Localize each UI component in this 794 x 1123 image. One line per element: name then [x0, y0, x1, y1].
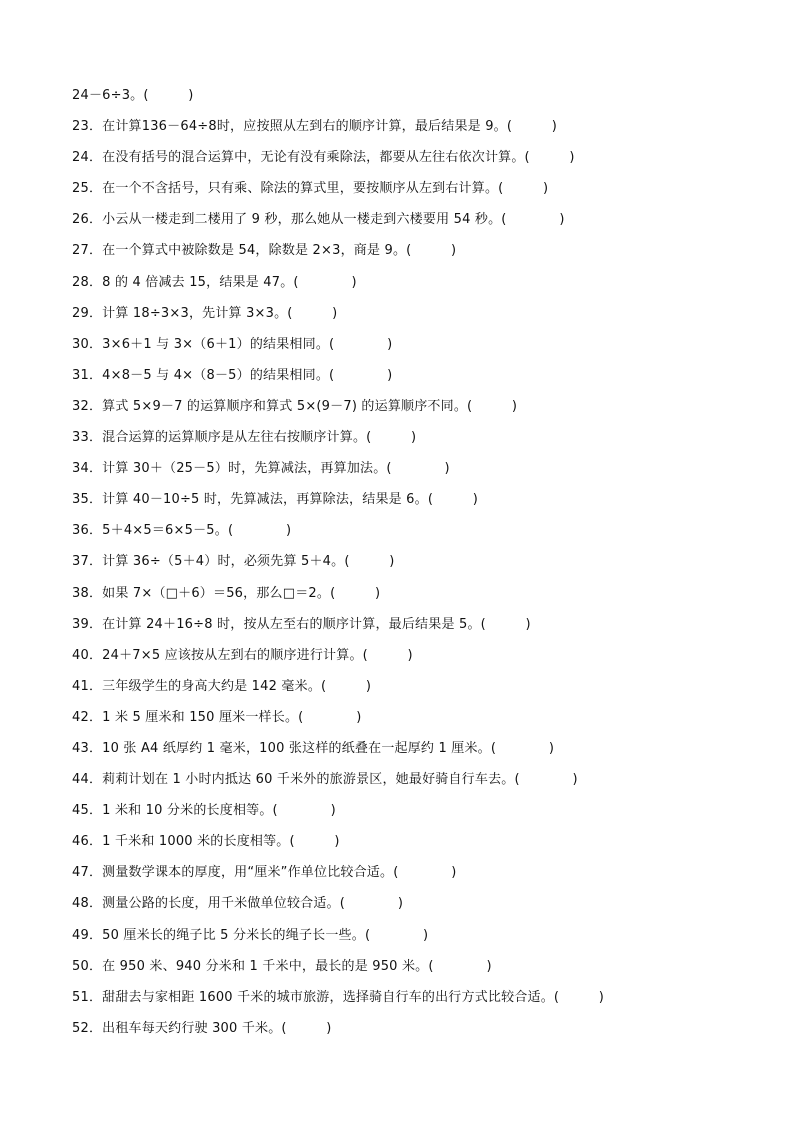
- list-item: 39．在计算 24＋16÷8 时，按从左至右的顺序计算，最后结果是 5。( ): [72, 616, 531, 632]
- list-item: 31．4×8－5 与 4×（8－5）的结果相同。( ): [72, 367, 393, 383]
- list-item: 36．5＋4×5＝6×5－5。( ): [72, 523, 292, 539]
- list-item: 35．计算 40－10÷5 时，先算减法，再算除法，结果是 6。( ): [72, 492, 479, 508]
- list-item: 45．1 米和 10 分米的长度相等。( ): [72, 803, 336, 819]
- list-item: 47．测量数学课本的厚度，用“厘米”作单位比较合适。( ): [72, 865, 457, 881]
- list-item: 41．三年级学生的身高大约是 142 毫米。( ): [72, 678, 372, 694]
- question-list: [72, 83, 752, 1047]
- list-item: 40．24＋7×5 应该按从左到右的顺序进行计算。( ): [72, 647, 413, 663]
- list-item: 23．在计算136－64÷8时，应按照从左到右的顺序计算，最后结果是 9。( ): [72, 119, 558, 135]
- list-item: 25．在一个不含括号，只有乘、除法的算式里，要按顺序从左到右计算。( ): [72, 181, 549, 197]
- list-item: 33．混合运算的运算顺序是从左往右按顺序计算。( ): [72, 430, 417, 446]
- list-item: 28．8 的 4 倍减去 15，结果是 47。( ): [72, 274, 357, 290]
- list-item: 42．1 米 5 厘米和 150 厘米一样长。( ): [72, 709, 362, 725]
- list-item: 24－6÷3。( ): [72, 88, 194, 103]
- list-item: 32．算式 5×9－7 的运算顺序和算式 5×(9－7) 的运算顺序不同。( ): [72, 398, 518, 414]
- list-item: 44．莉莉计划在 1 小时内抵达 60 千米外的旅游景区，她最好骑自行车去。( ): [72, 772, 578, 788]
- list-item: 38．如果 7×（□＋6）＝56，那么□＝2。( ): [72, 585, 381, 601]
- list-item: 30．3×6＋1 与 3×（6＋1）的结果相同。( ): [72, 336, 393, 352]
- list-item: 26．小云从一楼走到二楼用了 9 秒，那么她从一楼走到六楼要用 54 秒。( ): [72, 212, 565, 228]
- list-item: 48．测量公路的长度，用千米做单位较合适。( ): [72, 896, 404, 912]
- list-item: 29．计算 18÷3×3，先计算 3×3。( ): [72, 305, 338, 321]
- list-item: 52．出租车每天约行驶 300 千米。( ): [72, 1020, 332, 1036]
- list-item: 24．在没有括号的混合运算中，无论有没有乘除法，都要从左往右依次计算。( ): [72, 150, 575, 166]
- list-item: 49．50 厘米长的绳子比 5 分米长的绳子长一些。( ): [72, 927, 429, 943]
- list-item: 51．甜甜去与家相距 1600 千米的城市旅游，选择骑自行车的出行方式比较合适。( ): [72, 989, 605, 1005]
- list-item: 43．10 张 A4 纸厚约 1 毫米，100 张这样的纸叠在一起厚约 1 厘米。( ): [72, 740, 555, 756]
- list-item: 37．计算 36÷（5＋4）时，必须先算 5＋4。( ): [72, 554, 395, 570]
- list-item: 27．在一个算式中被除数是 54，除数是 2×3，商是 9。( ): [72, 243, 457, 259]
- list-item: 46．1 千米和 1000 米的长度相等。( ): [72, 834, 340, 850]
- list-item: 34．计算 30＋（25－5）时，先算减法，再算加法。( ): [72, 461, 450, 477]
- list-item: 50．在 950 米、940 分米和 1 千米中，最长的是 950 米。( ): [72, 958, 492, 974]
